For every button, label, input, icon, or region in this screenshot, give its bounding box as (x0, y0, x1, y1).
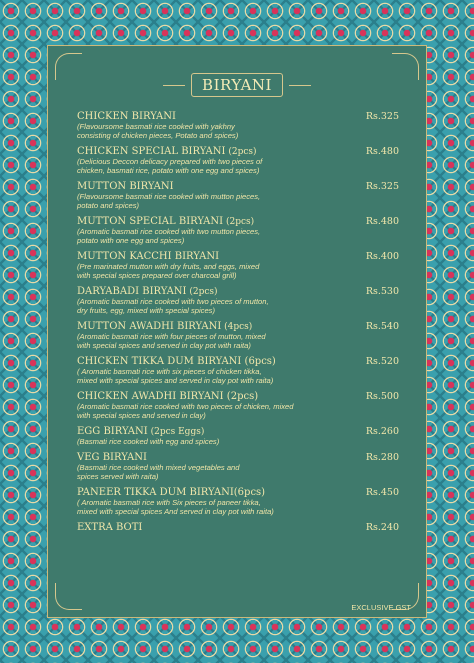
menu-item-description: (Pre marinated mutton with dry fruits, and eggs, mixed (77, 262, 260, 271)
ornament-right-icon (289, 85, 311, 86)
menu-item-name (77, 321, 252, 332)
menu-item-title: CHICKEN SPECIAL BIRYANI (77, 146, 226, 157)
menu-item-description: (Flavoursome basmati rice cooked with mutton pieces, (77, 192, 261, 201)
menu-item (77, 522, 399, 533)
menu-item-description: ( Aromatic basmati rice with Six pieces of paneer tikka, (77, 498, 261, 507)
menu-item-name (77, 146, 257, 157)
menu-item-description: (Aromatic basmati rice with four pieces of mutton, mixed (77, 332, 266, 341)
menu-item-row (77, 216, 399, 227)
menu-item-price: Rs.400 (365, 251, 399, 262)
menu-item-name (77, 286, 218, 297)
menu-item-price: Rs.520 (365, 356, 399, 367)
tax-note: EXCLUSIVE GST (351, 603, 411, 612)
menu-item-title: DARYABADI BIRYANI (77, 286, 187, 297)
menu-item-row (77, 452, 399, 463)
menu-item-price: Rs.450 (365, 487, 399, 498)
menu-item (77, 426, 399, 446)
menu-item-title: VEG BIRYANI (77, 452, 147, 463)
menu-item-title: CHICKEN TIKKA DUM BIRYANI (6pcs) (77, 356, 276, 367)
menu-item (77, 111, 399, 140)
menu-item-name (77, 216, 254, 227)
menu-item-description: dry fruits, egg, mixed with special spices) (77, 306, 216, 315)
menu-item-price: Rs.530 (365, 286, 399, 297)
menu-item-description: with special spices prepared over charcoal grill) (77, 271, 237, 280)
menu-item-row (77, 391, 399, 402)
menu-item (77, 452, 399, 481)
ornament-corner-icon (55, 583, 82, 610)
menu-item-price: Rs.480 (365, 146, 399, 157)
menu-item-row (77, 356, 399, 367)
menu-item-description: (Basmati rice cooked with egg and spices) (77, 437, 220, 446)
menu-item-price: Rs.325 (365, 181, 399, 192)
menu-item-description: with special spices and served in clay pot with raita) (77, 341, 251, 350)
menu-item-description: (Flavoursome basmati rice cooked with yakhny (77, 122, 235, 131)
menu-item-description: (Aromatic basmati rice cooked with two pieces of chicken, mixed (77, 402, 294, 411)
menu-item-price: Rs.260 (365, 426, 399, 437)
menu-item-price: Rs.240 (365, 522, 399, 533)
menu-item-description: mixed with special spices And served in clay pot with raita) (77, 507, 274, 516)
menu-item (77, 391, 399, 420)
menu-item-title: EXTRA BOTI (77, 522, 143, 533)
menu-item-row (77, 426, 399, 437)
menu-item-name (77, 251, 219, 262)
menu-item-description: (Delicious Deccon delicacy prepared with two pieces of (77, 157, 263, 166)
menu-item-row (77, 522, 399, 533)
menu-item (77, 251, 399, 280)
menu-item-name (77, 452, 147, 463)
menu-item-description: spices served with raita) (77, 472, 159, 481)
menu-item-title: CHICKEN BIRYANI (77, 111, 176, 122)
menu-item-title: PANEER TIKKA DUM BIRYANI(6pcs) (77, 487, 266, 498)
menu-item-title: MUTTON KACCHI BIRYANI (77, 251, 220, 262)
menu-item-portion: (2pcs Eggs) (147, 427, 205, 437)
menu-item (77, 181, 399, 210)
menu-item-title: MUTTON BIRYANI (77, 181, 174, 192)
menu-item-portion: (2pcs) (223, 217, 255, 227)
menu-item-title: CHICKEN AWADHI BIRYANI (2pcs) (77, 391, 259, 402)
menu-item-price: Rs.480 (365, 216, 399, 227)
menu-item-name (77, 426, 204, 437)
menu-item-description: chicken, basmati rice, potato with one egg and spices) (77, 166, 260, 175)
menu-item-portion: (2pcs) (225, 147, 257, 157)
menu-item-price: Rs.540 (365, 321, 399, 332)
menu-item-row (77, 146, 399, 157)
menu-item-name (77, 391, 258, 402)
menu-item-row (77, 286, 399, 297)
title-frame (47, 71, 427, 99)
ornament-left-icon (163, 85, 185, 86)
menu-item-row (77, 111, 399, 122)
menu-item (77, 321, 399, 350)
menu-item-price: Rs.280 (365, 452, 399, 463)
menu-item-title: MUTTON SPECIAL BIRYANI (77, 216, 224, 227)
menu-item-description: (Basmati rice cooked with mixed vegetables and (77, 463, 240, 472)
menu-item-price: Rs.500 (365, 391, 399, 402)
menu-item-description: ( Aromatic basmati rice with six pieces of chicken tikka, (77, 367, 262, 376)
menu-item-portion: (2pcs) (186, 287, 218, 297)
menu-item-name (77, 487, 265, 498)
menu-item-description: mixed with special spices and served in clay pot with raita) (77, 376, 274, 385)
menu-item-row (77, 487, 399, 498)
menu-item-price: Rs.325 (365, 111, 399, 122)
menu-item (77, 286, 399, 315)
menu-list (77, 111, 399, 539)
menu-item-name (77, 356, 276, 367)
menu-panel (47, 45, 427, 618)
menu-item-name (77, 111, 176, 122)
menu-item-row (77, 321, 399, 332)
menu-item-name (77, 181, 174, 192)
menu-item-description: potato and spices) (77, 201, 140, 210)
menu-item-description: (Aromatic basmati rice cooked with two mutton pieces, (77, 227, 261, 236)
menu-item-description: with special spices and served in clay) (77, 411, 206, 420)
menu-item (77, 216, 399, 245)
menu-item (77, 146, 399, 175)
page-title: BIRYANI (191, 73, 283, 97)
menu-item-description: (Aromatic basmati rice cooked with two pieces of mutton, (77, 297, 269, 306)
menu-item (77, 487, 399, 516)
menu-item-description: potato with one egg and spices) (77, 236, 185, 245)
menu-item-row (77, 251, 399, 262)
menu-item (77, 356, 399, 385)
menu-item-portion: (4pcs) (221, 322, 253, 332)
menu-item-description: consisting of chicken pieces, Potato and spices) (77, 131, 239, 140)
menu-item-title: EGG BIRYANI (77, 426, 148, 437)
menu-item-title: MUTTON AWADHI BIRYANI (77, 321, 222, 332)
menu-item-name (77, 522, 142, 533)
menu-item-row (77, 181, 399, 192)
